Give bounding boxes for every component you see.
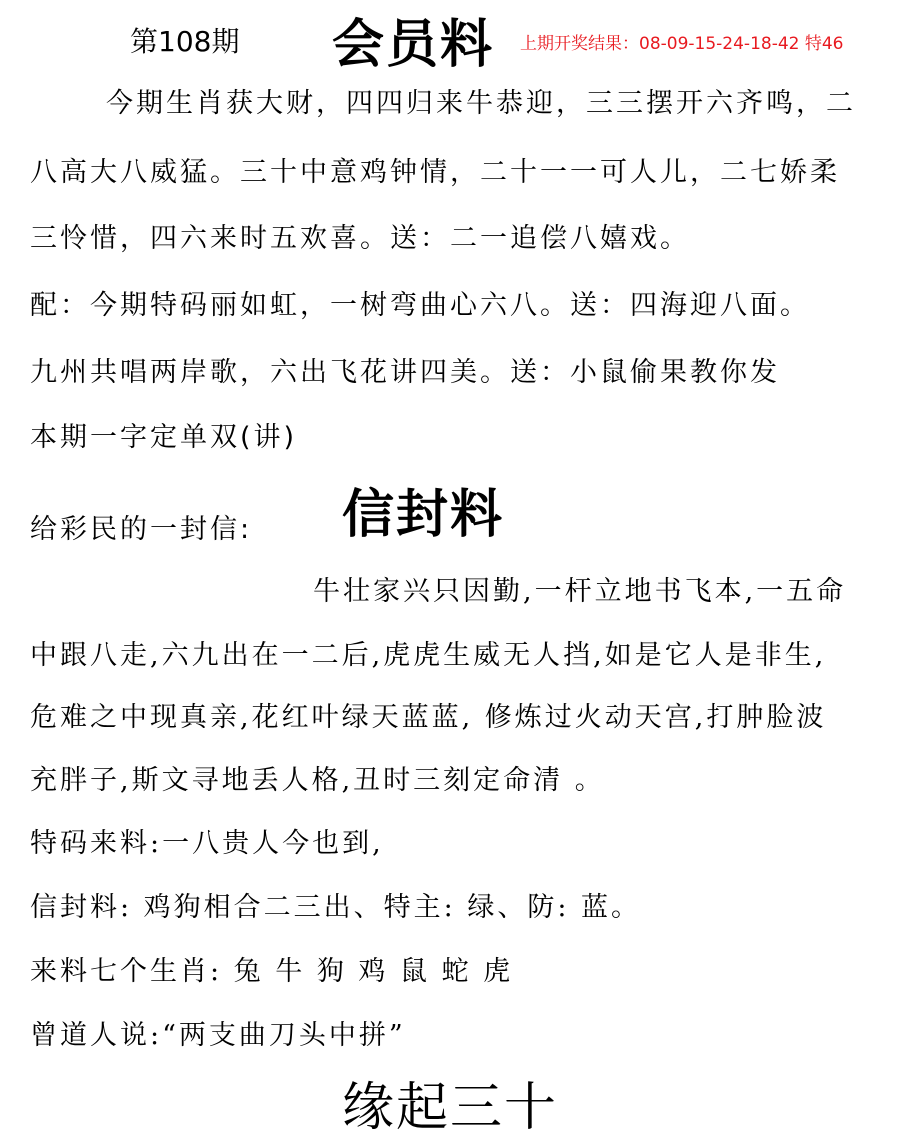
member-line: 本期一字定单双(讲): [30, 422, 298, 453]
member-title: 会员料: [332, 14, 495, 75]
member-line: 三怜惜，四六来时五欢喜。送：二一追偿八嬉戏。: [30, 223, 690, 254]
letter-line: 充胖子,斯文寻地丢人格,丑时三刻定命清 。: [30, 765, 605, 796]
last-draw-result: 上期开奖结果：08-09-15-24-18-42 特46: [520, 34, 844, 54]
quote-line: 曾道人说:“两支曲刀头中拼”: [30, 1020, 406, 1051]
member-line: 八高大八威猛。三十中意鸡钟情，二十一一可人儿，二七娇柔: [30, 157, 840, 188]
member-line: 配：今期特码丽如虹，一树弯曲心六八。送：四海迎八面。: [30, 290, 810, 321]
issue-number: 第108期: [130, 25, 240, 58]
special-code-line: 特码来料:一八贵人今也到,: [30, 828, 384, 859]
member-line: 今期生肖获大财，四四归来牛恭迎，三三摆开六齐鸣，二: [106, 88, 856, 119]
letter-intro: 给彩民的一封信:: [30, 514, 253, 545]
member-line: 九州共唱两岸歌，六出飞花讲四美。送：小鼠偷果教你发: [30, 357, 780, 388]
letter-line: 中跟八走,六九出在一二后,虎虎生威无人挡,如是它人是非生,: [30, 640, 827, 671]
letter-line: 牛壮家兴只因勤,一杆立地书飞本,一五命: [313, 576, 847, 607]
letter-title: 信封料: [342, 484, 505, 545]
letter-line: 危难之中现真亲,花红叶绿天蓝蓝, 修炼过火动天宫,打肿脸波: [30, 702, 827, 733]
envelope-line: 信封料: 鸡狗相合二三出、特主: 绿、防: 蓝。: [30, 892, 642, 923]
footer-title: 缘起三十: [342, 1078, 559, 1130]
zodiac-line: 来料七个生肖: 兔 牛 狗 鸡 鼠 蛇 虎: [30, 956, 514, 987]
